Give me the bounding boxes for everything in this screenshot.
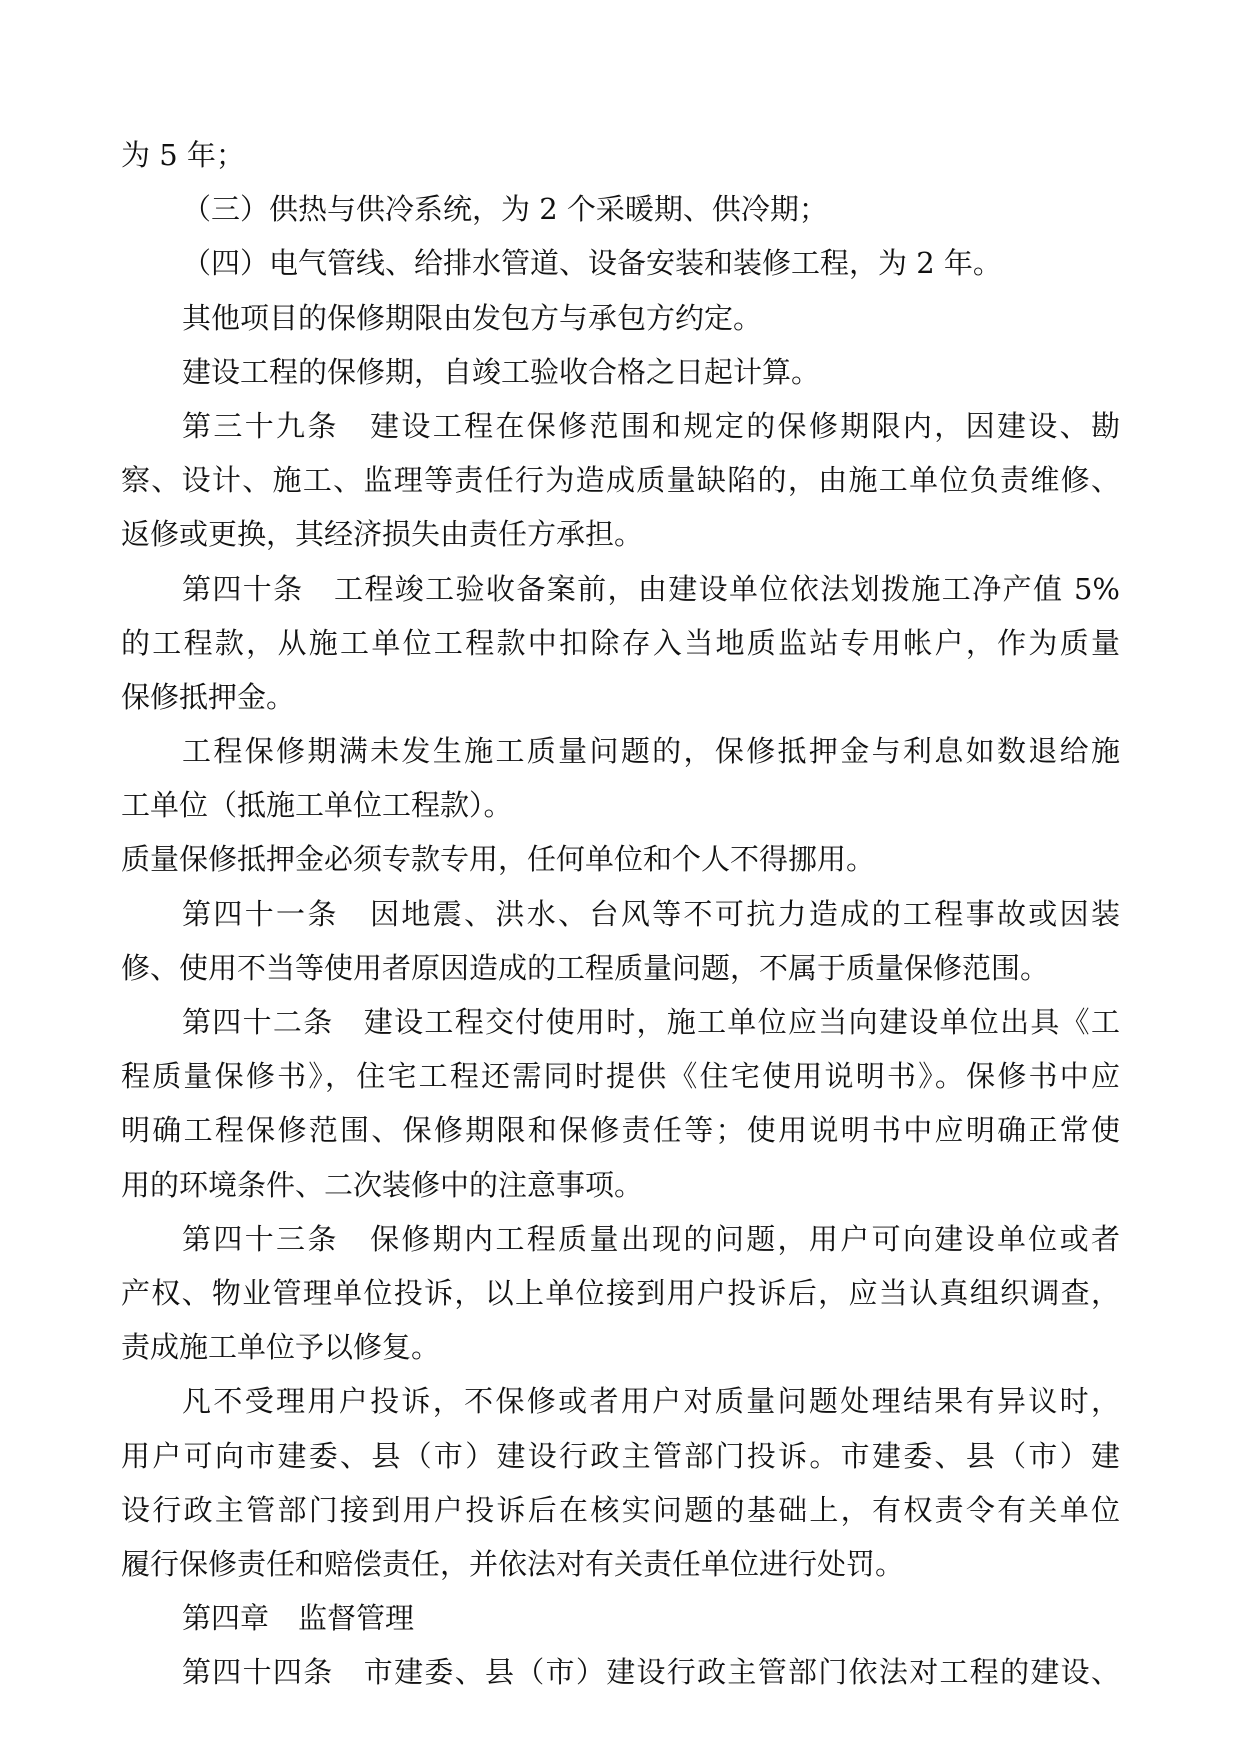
text-line: 设行政主管部门接到用户投诉后在核实问题的基础上，有权责令有关单位 — [121, 1492, 1120, 1527]
text-line: 用户可向市建委、县（市）建设行政主管部门投诉。市建委、县（市）建 — [121, 1438, 1120, 1473]
article-40-heading-line: 第四十条 工程竣工验收备案前，由建设单位依法划拨施工净产值 5% — [182, 571, 1120, 606]
text-line: 为 5 年； — [121, 138, 245, 172]
article-44-heading-line: 第四十四条 市建委、县（市）建设行政主管部门依法对工程的建设、 — [182, 1655, 1120, 1690]
text-line: 工单位（抵施工单位工程款）。 — [121, 788, 513, 823]
text-line: 责成施工单位予以修复。 — [121, 1330, 441, 1365]
text-line: 用的环境条件、二次装修中的注意事项。 — [121, 1167, 644, 1202]
text-line: 建设工程的保修期，自竣工验收合格之日起计算。 — [182, 354, 821, 389]
chapter-4-heading: 第四章 监督管理 — [182, 1601, 415, 1636]
text-line: 程质量保修书》，住宅工程还需同时提供《住宅使用说明书》。保修书中应 — [121, 1059, 1120, 1094]
text-line: 明确工程保修范围、保修期限和保修责任等；使用说明书中应明确正常使 — [121, 1113, 1120, 1148]
text-line: 质量保修抵押金必须专款专用，任何单位和个人不得挪用。 — [121, 842, 876, 877]
article-43-heading-line: 第四十三条 保修期内工程质量出现的问题，用户可向建设单位或者 — [182, 1221, 1120, 1256]
article-42-heading-line: 第四十二条 建设工程交付使用时，施工单位应当向建设单位出具《工 — [182, 1005, 1120, 1039]
text-line: 修、使用不当等使用者原因造成的工程质量问题，不属于质量保修范围。 — [121, 950, 1050, 985]
text-line: 凡不受理用户投诉，不保修或者用户对质量问题处理结果有异议时， — [182, 1384, 1120, 1419]
text-line: 产权、物业管理单位投诉，以上单位接到用户投诉后，应当认真组织调查， — [121, 1275, 1120, 1310]
text-line: 保修抵押金。 — [121, 679, 296, 714]
article-41-heading-line: 第四十一条 因地震、洪水、台风等不可抗力造成的工程事故或因装 — [182, 896, 1120, 931]
text-line: （三）供热与供冷系统，为 2 个采暖期、供冷期； — [182, 192, 828, 227]
text-line: 返修或更换，其经济损失由责任方承担。 — [121, 517, 644, 552]
article-39-heading-line: 第三十九条 建设工程在保修范围和规定的保修期限内，因建设、勘 — [182, 408, 1120, 443]
text-line: 履行保修责任和赔偿责任，并依法对有关责任单位进行处罚。 — [121, 1546, 905, 1581]
text-line: 其他项目的保修期限由发包方与承包方约定。 — [182, 300, 763, 335]
text-line: （四）电气管线、给排水管道、设备安装和装修工程，为 2 年。 — [182, 246, 1002, 281]
text-line: 察、设计、施工、监理等责任行为造成质量缺陷的，由施工单位负责维修、 — [121, 463, 1120, 498]
text-line: 的工程款，从施工单位工程款中扣除存入当地质监站专用帐户，作为质量 — [121, 625, 1120, 660]
text-line: 工程保修期满未发生施工质量问题的，保修抵押金与利息如数退给施 — [182, 734, 1120, 769]
